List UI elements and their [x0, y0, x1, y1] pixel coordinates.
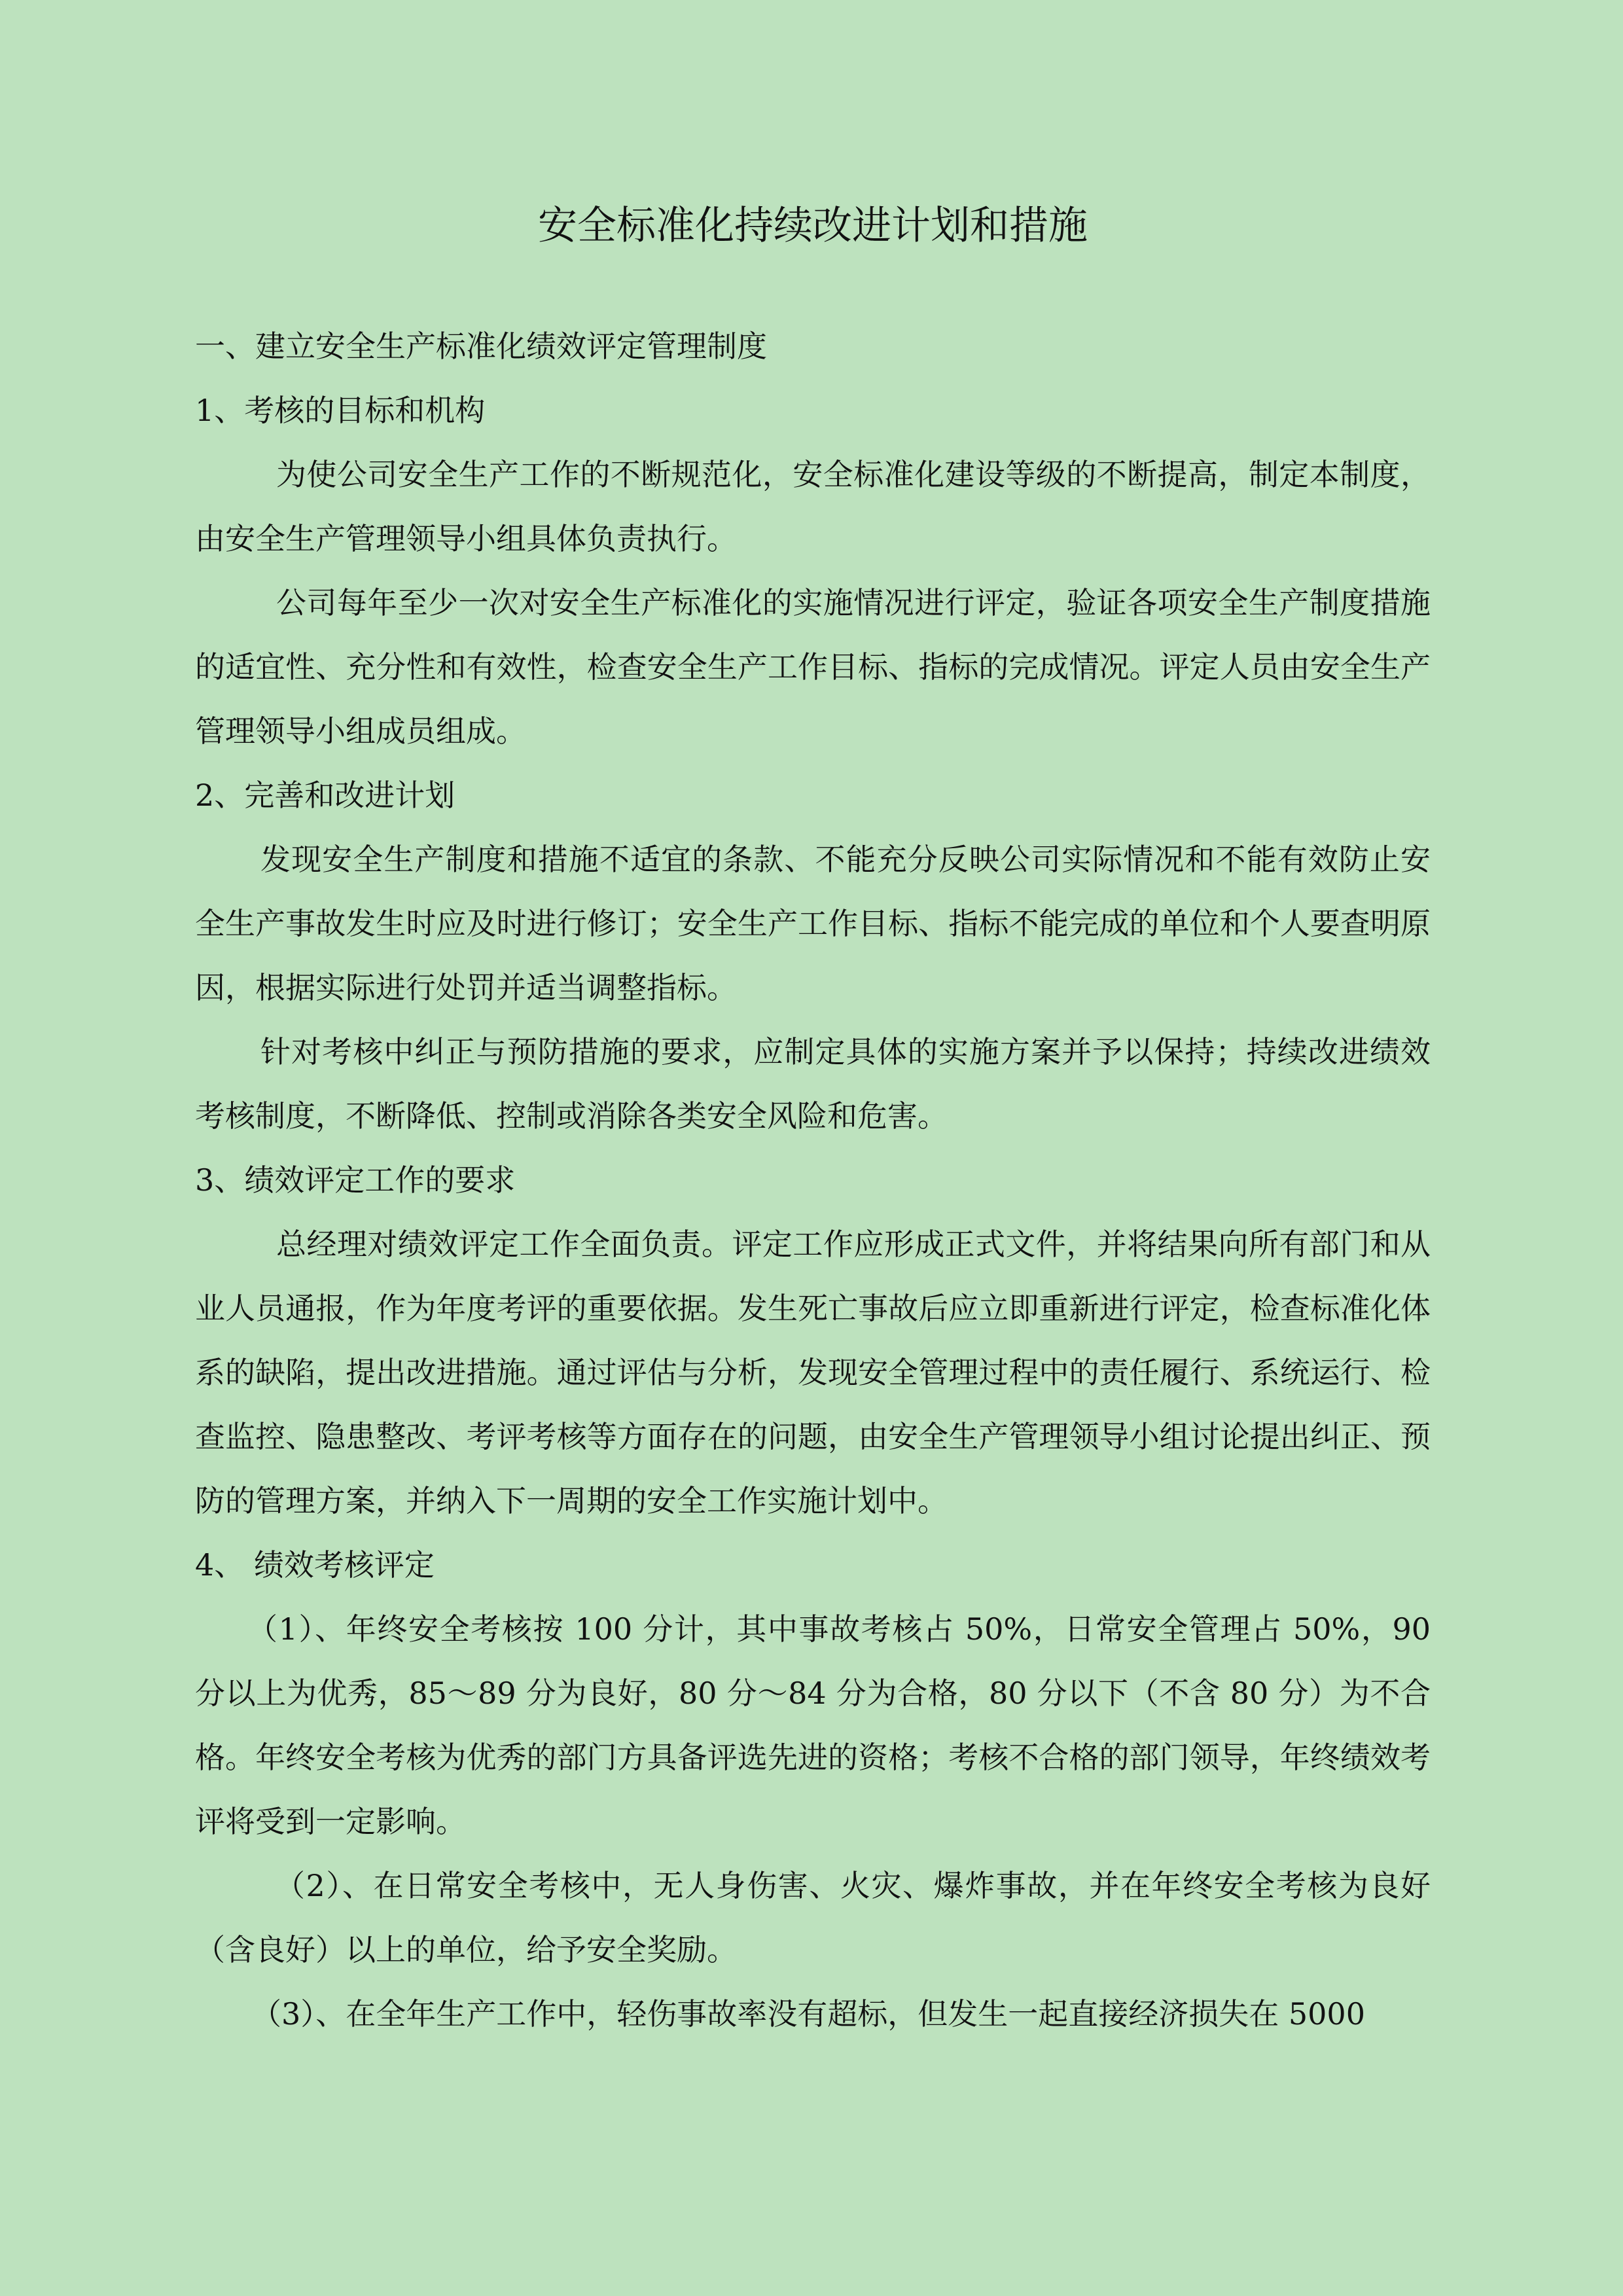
section1-paragraph-2: 公司每年至少一次对安全生产标准化的实施情况进行评定，验证各项安全生产制度措施的适宜性、充分性和有效性，检查安全生产工作目标、指标的完成情况。评定人员由安全生产管理领导小组成员组成。 [195, 585, 1431, 749]
section3-heading: 3、绩效评定工作的要求 [195, 1162, 516, 1198]
section1-heading: 1、考核的目标和机构 [195, 393, 486, 428]
heading-level1: 一、建立安全生产标准化绩效评定管理制度 [195, 329, 767, 364]
section4-item-1: （1）、年终安全考核按 100 分计，其中事故考核占 50%，日常安全管理占 50%，90 分以上为优秀，85～89 分为良好，80 分～84 分为合格，80 分以下（不含 80 分）为不合格。年终安全考核为优秀的部门方具备评选先进的资格；考核不合格的部门领导，年终绩效考评将受到一定影响。 [195, 1611, 1431, 1839]
document-page [195, 196, 1431, 2046]
section2-heading: 2、完善和改进计划 [195, 778, 455, 813]
section2-paragraph-2: 针对考核中纠正与预防措施的要求，应制定具体的实施方案并予以保持；持续改进绩效考核制度，不断降低、控制或消除各类安全风险和危害。 [195, 1034, 1431, 1134]
section3-paragraph-1: 总经理对绩效评定工作全面负责。评定工作应形成正式文件，并将结果向所有部门和从业人员通报，作为年度考评的重要依据。发生死亡事故后应立即重新进行评定，检查标准化体系的缺陷，提出改进措施。通过评估与分析，发现安全管理过程中的责任履行、系统运行、检查监控、隐患整改、考评考核等方面存在的问题，由安全生产管理领导小组讨论提出纠正、预防的管理方案，并纳入下一周期的安全工作实施计划中。 [195, 1227, 1431, 1518]
section2-paragraph-1: 发现安全生产制度和措施不适宜的条款、不能充分反映公司实际情况和不能有效防止安全生产事故发生时应及时进行修订；安全生产工作目标、指标不能完成的单位和个人要查明原因，根据实际进行处罚并适当调整指标。 [195, 842, 1431, 1005]
section4-heading: 4、 绩效考核评定 [195, 1547, 435, 1583]
section1-paragraph-1: 为使公司安全生产工作的不断规范化，安全标准化建设等级的不断提高，制定本制度，由安全生产管理领导小组具体负责执行。 [195, 457, 1431, 556]
section4-item-2: （2）、在日常安全考核中，无人身伤害、火灾、爆炸事故，并在年终安全考核为良好（含良好）以上的单位，给予安全奖励。 [195, 1868, 1431, 1967]
section4-item-3: （3）、在全年生产工作中，轻伤事故率没有超标，但发生一起直接经济损失在 5000 [251, 1996, 1365, 2032]
document-title: 安全标准化持续改进计划和措施 [538, 203, 1088, 249]
